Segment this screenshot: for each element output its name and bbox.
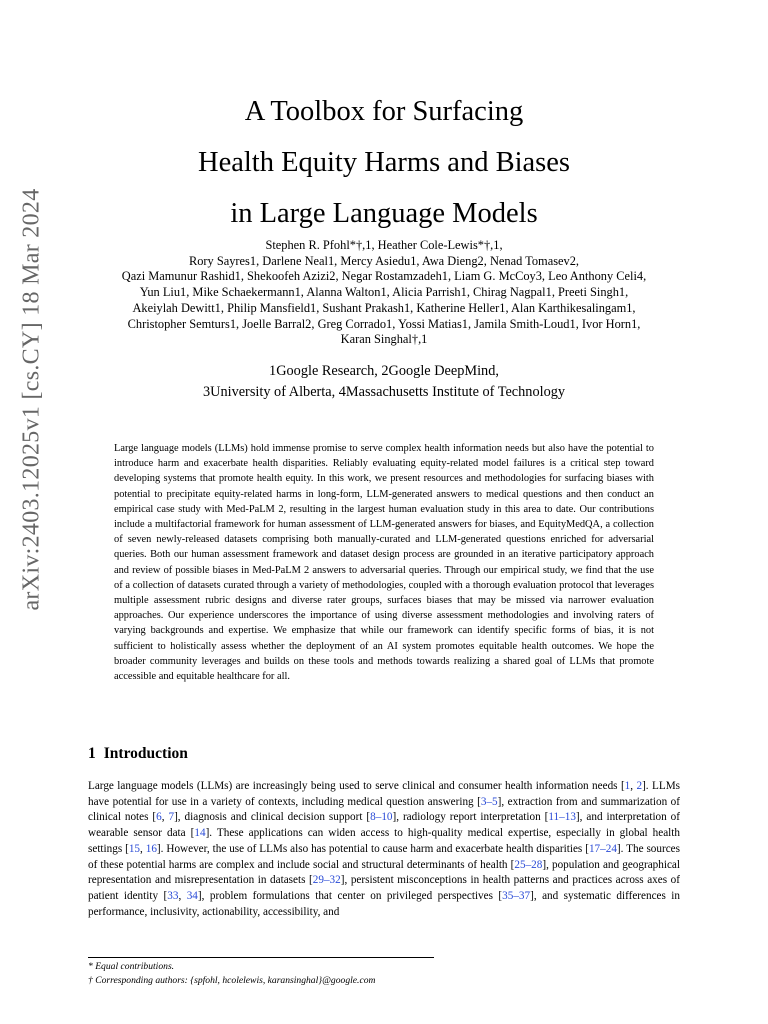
intro-text: Large language models (LLMs) are increasingly being used to serve clinical and consumer health information needs [ xyxy=(88,780,625,792)
citation-link[interactable]: 35–37 xyxy=(502,889,531,902)
introduction-paragraph xyxy=(88,779,680,920)
intro-text: , xyxy=(140,842,146,855)
citation-link[interactable]: 33 xyxy=(167,889,179,902)
citation-link[interactable]: 7 xyxy=(168,811,175,824)
intro-text: ], problem formulations that center on privileged perspectives [ xyxy=(197,889,503,902)
citation-link[interactable]: 1 xyxy=(624,780,631,792)
citation-link[interactable]: 14 xyxy=(194,827,206,840)
intro-text: , xyxy=(161,811,169,824)
intro-text: ], diagnosis and clinical decision support [ xyxy=(174,811,371,824)
intro-text: ]. The sources of these potential harms are complex and include social and structural determinants of health [ xyxy=(88,842,681,871)
intro-text: ]. However, the use of LLMs also has potential to cause harm and exacerbate health disparities [ xyxy=(156,842,589,855)
intro-text: ], and systematic differences in performance, inclusivity, actionability, accessibility, and xyxy=(88,889,681,918)
title-line: in Large Language Models xyxy=(230,198,538,229)
affiliation-line: 1Google Research, 2Google DeepMind, xyxy=(269,363,499,379)
citation-link[interactable]: 25–28 xyxy=(514,858,543,871)
abstract: Large language models (LLMs) hold immense promise to serve complex health information needs but also have the potential to introduce harm and exacerbate health disparities. Reliably evaluating equity-related model failures is a critical step toward developing systems that promote health equity. In this work, we present resources and methodologies for surfacing biases with potential to precipitate equity-related harms in long-form, LLM-generated answers to medical questions and then conduct an empirical case study with Med-PaLM 2, resulting in the largest human evaluation study in this area to date. Our contributions include a multifactorial framework for human assessment of LLM-generated answers for biases, and EquityMedQA, a collection of seven newly-released datasets comprising both manually-curated and LLM-generated questions enriched for adversarial queries. Both our human assessment framework and dataset design process are grounded in an iterative participatory approach and review of possible biases in Med-PaLM 2 answers to adversarial queries. Through our empirical study, we find that the use of a collection of datasets curated through a variety of methodologies, coupled with a thorough evaluation protocol that leverages multiple assessment rubric designs and diverse rater groups, surfaces biases that may be missed via narrower evaluation approaches. Our experience underscores the importance of using diverse assessment methodologies and involving raters of varying backgrounds and expertise. We emphasize that while our framework can identify specific forms of bias, it is not sufficient to holistically assess whether the deployment of an AI system promotes equitable health outcomes. We hope the broader community leverages and builds on these tools and methods towards realizing a shared goal of LLMs that promote accessible and equitable healthcare for all. xyxy=(114,443,654,683)
author-list xyxy=(88,238,680,348)
author-line: Qazi Mamunur Rashid1, Shekoofeh Azizi2, Negar Rostamzadeh1, Liam G. McCoy3, Leo Anthony Celi4, xyxy=(121,269,647,284)
intro-text: , xyxy=(178,889,187,902)
citation-link[interactable]: 16 xyxy=(145,842,157,855)
author-line: Christopher Semturs1, Joelle Barral2, Greg Corrado1, Yossi Matias1, Jamila Smith-Loud1, Ivor Horn1, xyxy=(127,316,641,331)
paper-title xyxy=(88,86,680,239)
citation-link[interactable]: 3–5 xyxy=(480,795,498,808)
affiliations xyxy=(88,361,680,403)
intro-text: ], population and geographical representation and misrepresentation in datasets [ xyxy=(88,858,680,887)
citation-link[interactable]: 15 xyxy=(128,842,141,855)
intro-text: ]. LLMs have potential for use in a variety of contexts, including medical question answering [ xyxy=(88,780,680,808)
citation-link[interactable]: 8–10 xyxy=(370,811,393,824)
citation-link[interactable]: 34 xyxy=(186,889,198,902)
footnote-corresponding-authors: † Corresponding authors: {spfohl, hcolelewis, karansinghal}@google.com xyxy=(88,975,376,986)
intro-text: , xyxy=(630,780,637,792)
section-title: Introduction xyxy=(103,745,188,762)
citation-link[interactable]: 6 xyxy=(156,811,162,824)
author-line: Yun Liu1, Mike Schaekermann1, Alanna Walton1, Alicia Parrish1, Chirag Nagpal1, Preeti Singh1, xyxy=(139,285,629,300)
section-number: 1 xyxy=(88,745,96,762)
author-line: Rory Sayres1, Darlene Neal1, Mercy Asiedu1, Awa Dieng2, Nenad Tomasev2, xyxy=(188,253,580,268)
citation-link[interactable]: 2 xyxy=(636,780,643,792)
author-line: Stephen R. Pfohl*†,1, Heather Cole-Lewis*†,1, xyxy=(265,238,503,252)
affiliation-line: 3University of Alberta, 4Massachusetts Institute of Technology xyxy=(202,384,566,400)
intro-text: ]. These applications can widen access to high-quality medical expertise, especially in global health settings [ xyxy=(88,827,680,855)
footnote-equal-contribution: * Equal contributions. xyxy=(88,961,175,972)
author-line: Karan Singhal†,1 xyxy=(340,332,428,347)
citation-link[interactable]: 29–32 xyxy=(312,874,341,887)
intro-text: ], extraction from and summarization of clinical notes [ xyxy=(88,795,680,824)
intro-text: ], radiology report interpretation [ xyxy=(392,811,549,824)
footnote-divider xyxy=(88,957,434,958)
author-line: Akeiylah Dewitt1, Philip Mansfield1, Sushant Prakash1, Katherine Heller1, Alan Karthikesalingam1, xyxy=(132,300,636,315)
arxiv-sidebar xyxy=(12,100,52,700)
intro-text: ], and interpretation of wearable sensor data [ xyxy=(88,811,680,840)
title-line: Health Equity Harms and Biases xyxy=(197,147,570,178)
citation-link[interactable]: 11–13 xyxy=(548,811,576,824)
footnotes xyxy=(88,960,680,988)
section-heading xyxy=(88,745,188,763)
arxiv-identifier: arXiv:2403.12025v1 [cs.CY] 18 Mar 2024 xyxy=(18,188,45,611)
intro-text: ], persistent misconceptions in health patterns and practices across axes of patient identity [ xyxy=(88,874,680,902)
citation-link[interactable]: 17–24 xyxy=(588,842,617,855)
title-line: A Toolbox for Surfacing xyxy=(244,96,524,127)
